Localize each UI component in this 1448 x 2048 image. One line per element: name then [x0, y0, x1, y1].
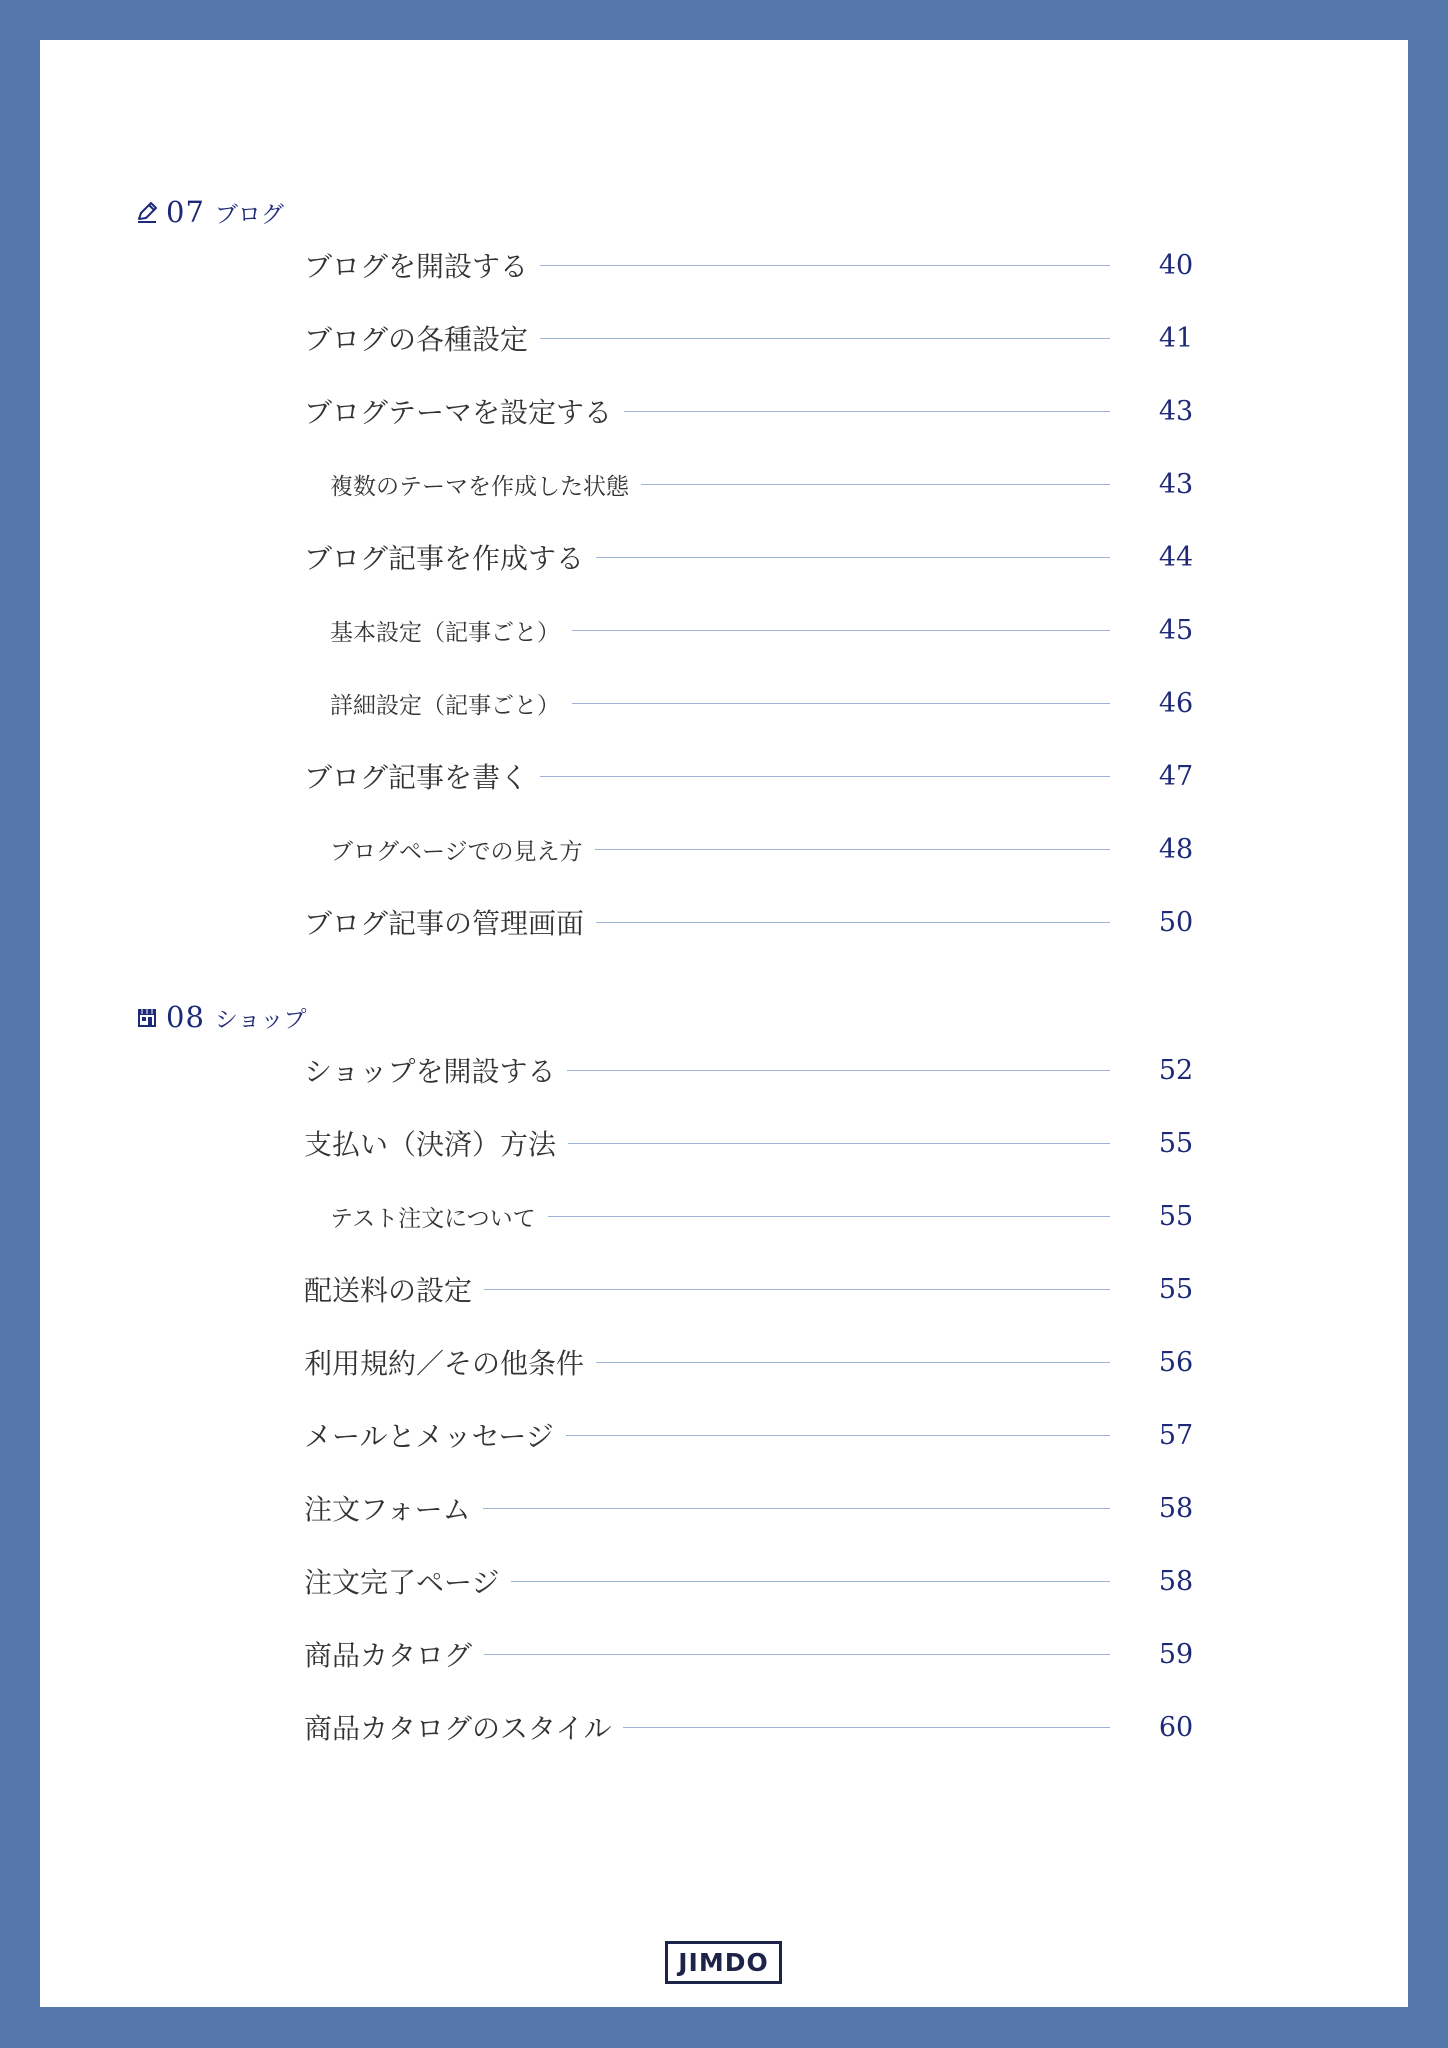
jimdo-logo: JIMDO [665, 1941, 782, 1984]
toc-entry-label: ブログ記事の管理画面 [304, 907, 585, 940]
toc-entry-label: テスト注文について [330, 1205, 536, 1232]
leader-line [596, 557, 1110, 558]
leader-line [567, 1070, 1110, 1071]
page-number: 43 [1158, 468, 1194, 500]
leader-line [484, 1289, 1110, 1290]
section-header-blog [136, 195, 284, 229]
toc-entry[interactable] [304, 1634, 1204, 1674]
leader-line [623, 1727, 1110, 1728]
page-number: 45 [1158, 614, 1194, 646]
toc-entry-label: 注文完了ページ [304, 1566, 500, 1599]
toc-entry[interactable] [304, 1415, 1204, 1455]
toc-entry-label: 配送料の設定 [304, 1274, 473, 1307]
toc-entry-label: ブログ記事を書く [304, 761, 529, 794]
toc-entry[interactable] [304, 1123, 1204, 1163]
toc-entry-label: 商品カタログ [304, 1639, 473, 1672]
page-number: 50 [1158, 906, 1194, 938]
leader-line [596, 922, 1110, 923]
toc-entry[interactable] [304, 1269, 1204, 1309]
leader-line [572, 703, 1110, 704]
toc-subentry[interactable] [304, 464, 1204, 504]
toc-subentry[interactable] [304, 683, 1204, 723]
page-sheet [40, 40, 1408, 2007]
toc-entry[interactable] [304, 391, 1204, 431]
leader-line [540, 265, 1110, 266]
section-number: 08 [166, 1000, 205, 1034]
page-number: 55 [1158, 1200, 1194, 1232]
toc-entry-label: ブログの各種設定 [304, 323, 529, 356]
toc-entry-label: 商品カタログのスタイル [304, 1712, 612, 1745]
toc-entry[interactable] [304, 1342, 1204, 1382]
page-number: 56 [1158, 1346, 1194, 1378]
toc-subentry[interactable] [304, 610, 1204, 650]
leader-line [511, 1581, 1110, 1582]
page-number: 60 [1158, 1711, 1194, 1743]
toc-entry[interactable] [304, 245, 1204, 285]
leader-line [566, 1435, 1110, 1436]
toc-subentry[interactable] [304, 829, 1204, 869]
page-number: 52 [1158, 1054, 1194, 1086]
section-title: ブログ [214, 201, 284, 228]
toc-entry-label: ブログテーマを設定する [304, 396, 613, 429]
toc-entry-label: ブログを開設する [304, 250, 529, 283]
page-number: 55 [1158, 1273, 1194, 1305]
leader-line [572, 630, 1110, 631]
toc-entry[interactable] [304, 318, 1204, 358]
toc-entry-label: メールとメッセージ [304, 1420, 554, 1453]
toc-entry[interactable] [304, 1488, 1204, 1528]
toc-entry-label: 基本設定（記事ごと） [330, 619, 560, 646]
shop-icon [136, 1006, 158, 1028]
toc-entry-label: ブログページでの見え方 [330, 838, 583, 865]
pen-icon [136, 201, 158, 223]
page-number: 58 [1158, 1565, 1194, 1597]
leader-line [548, 1216, 1110, 1217]
toc-entry-label: 詳細設定（記事ごと） [330, 692, 560, 719]
page-number: 58 [1158, 1492, 1194, 1524]
page-number: 43 [1158, 395, 1194, 427]
toc-entry[interactable] [304, 1707, 1204, 1747]
leader-line [624, 411, 1110, 412]
toc-entry[interactable] [304, 1561, 1204, 1601]
page-number: 44 [1158, 541, 1194, 573]
page-number: 59 [1158, 1638, 1194, 1670]
toc-entry[interactable] [304, 756, 1204, 796]
page-number: 47 [1158, 760, 1194, 792]
leader-line [568, 1143, 1110, 1144]
toc-entry-label: ブログ記事を作成する [304, 542, 585, 575]
page-number: 46 [1158, 687, 1194, 719]
leader-line [540, 776, 1110, 777]
leader-line [596, 1362, 1110, 1363]
toc-entry-label: ショップを開設する [304, 1055, 556, 1088]
leader-line [484, 1654, 1110, 1655]
leader-line [483, 1508, 1110, 1509]
leader-line [641, 484, 1110, 485]
page-number: 55 [1158, 1127, 1194, 1159]
toc-entry-label: 複数のテーマを作成した状態 [330, 473, 629, 500]
toc-entry-label: 注文フォーム [304, 1493, 471, 1526]
leader-line [540, 338, 1110, 339]
toc-entry-label: 利用規約／その他条件 [304, 1347, 585, 1380]
section-title: ショップ [214, 1006, 307, 1033]
page-number: 48 [1158, 833, 1194, 865]
toc-entry[interactable] [304, 902, 1204, 942]
section-header-shop [136, 1000, 306, 1034]
page-number: 57 [1158, 1419, 1194, 1451]
leader-line [595, 849, 1110, 850]
page-number: 40 [1158, 249, 1194, 281]
page-number: 41 [1158, 322, 1194, 354]
toc-entry-label: 支払い（決済）方法 [304, 1128, 557, 1161]
toc-subentry[interactable] [304, 1196, 1204, 1236]
toc-entry[interactable] [304, 537, 1204, 577]
section-number: 07 [166, 195, 205, 229]
toc-entry[interactable] [304, 1050, 1204, 1090]
